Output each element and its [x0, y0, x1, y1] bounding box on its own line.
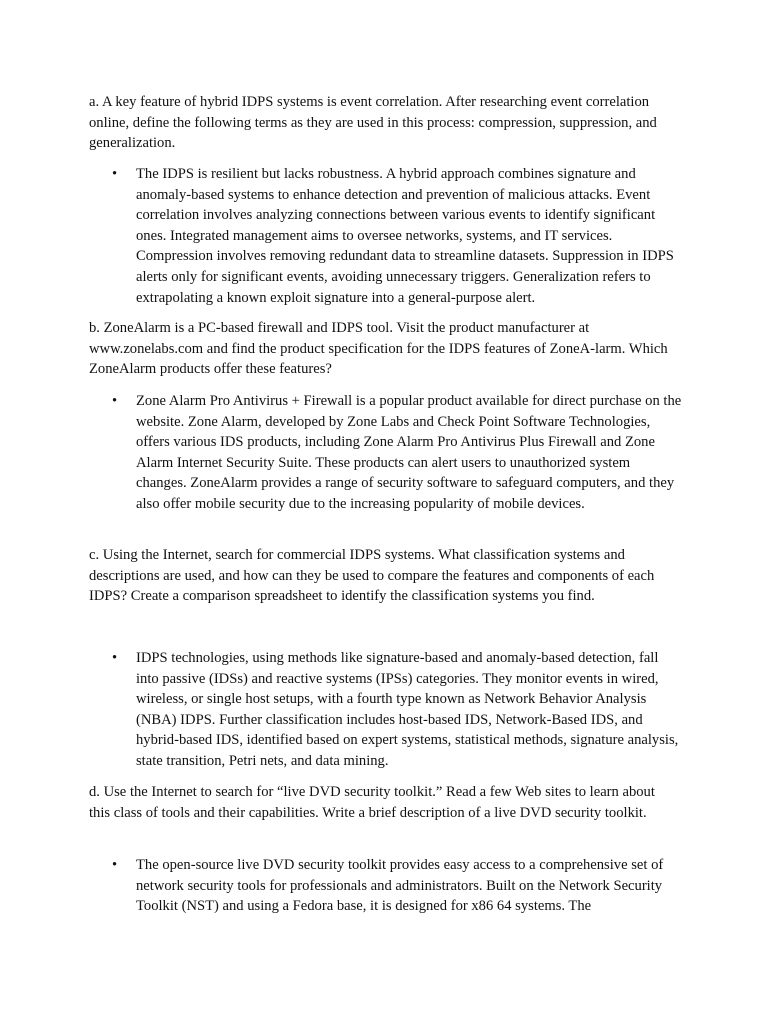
- answer-d: The open-source live DVD security toolkit provides easy access to a comprehensive set of network security tools for professionals and administrators. Built on the Network Security Toolkit (NST) and using a Fedora base, it is designed for x86 64 systems. The: [136, 857, 664, 915]
- answer-a: The IDPS is resilient but lacks robustness. A hybrid approach combines signature and anomaly-based systems to enhance detection and prevention of malicious attacks. Event correlation involves analyzing connections between various events to identify significant ones. Integrated management aims to oversee networks, systems, and IT services. Compression involves removing redundant data to streamline datasets. Suppression in IDPS alerts only for significant events, avoiding unnecessary triggers. Generalization refers to extrapolating a known exploit signature into a general-purpose alert.: [136, 166, 674, 306]
- question-a: a. A key feature of hybrid IDPS systems is event correlation. After researching event correlation online, define the following terms as they are used in this process: compression, suppression, and generalization.: [89, 94, 657, 152]
- answer-c: IDPS technologies, using methods like signature-based and anomaly-based detection, fall into passive (IDSs) and reactive systems (IPSs) categories. They monitor events in wired, wireless, or single host setups, with a fourth type known as Network Behavior Analysis (NBA) IDPS. Further classification includes host-based IDS, Network-Based IDS, and hybrid-based IDS, identified based on expert systems, statistical methods, signature analysis, state transition, Petri nets, and data mining.: [136, 650, 679, 769]
- bullet-icon: •: [112, 650, 118, 666]
- bullet-icon: •: [112, 166, 118, 182]
- bullet-icon: •: [112, 857, 118, 873]
- question-b: b. ZoneAlarm is a PC-based firewall and IDPS tool. Visit the product manufacturer at www.zonelabs.com and find the product specification for the IDPS features of ZoneA-larm. Which ZoneAlarm products offer these features?: [89, 320, 668, 378]
- question-c: c. Using the Internet, search for commercial IDPS systems. What classification systems and descriptions are used, and how can they be used to compare the features and components of each IDPS? Create a comparison spreadsheet to identify the classification systems you find.: [89, 547, 655, 605]
- bullet-icon: •: [112, 393, 118, 409]
- answer-b: Zone Alarm Pro Antivirus + Firewall is a popular product available for direct purchase on the website. Zone Alarm, developed by Zone Labs and Check Point Software Technologies, offers various IDS products, including Zone Alarm Pro Antivirus Plus Firewall and Zone Alarm Internet Security Suite. These products can alert users to unauthorized system changes. ZoneAlarm provides a range of security software to safeguard computers, and they also offer mobile security due to the increasing popularity of mobile devices.: [136, 393, 682, 512]
- question-d: d. Use the Internet to search for “live DVD security toolkit.” Read a few Web sites to learn about this class of tools and their capabilities. Write a brief description of a live DVD security toolkit.: [89, 784, 655, 821]
